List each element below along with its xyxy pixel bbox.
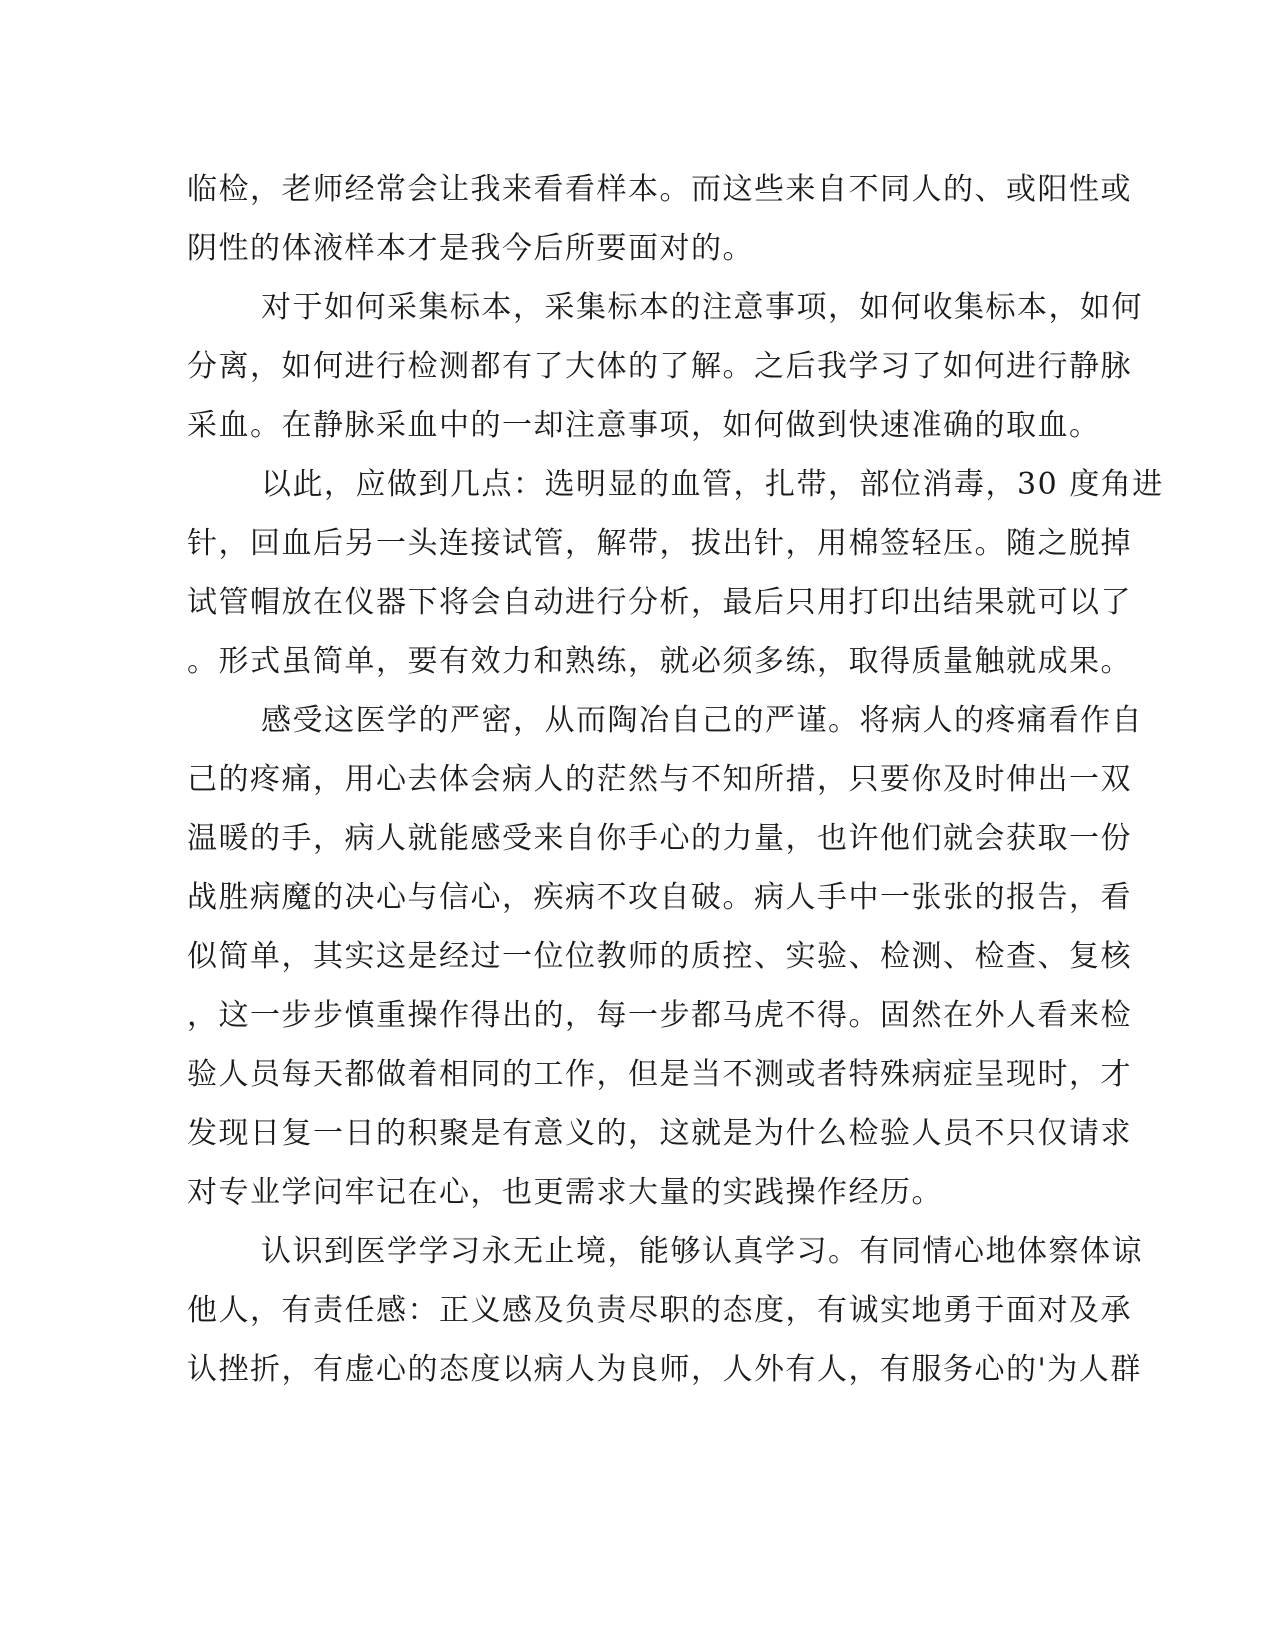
text-line: 。形式虽简单，要有效力和熟练，就必须多练，取得质量触就成果。 (187, 644, 1132, 679)
text-line: 感受这医学的严密，从而陶冶自己的严谨。将病人的疼痛看作自 (261, 703, 1143, 738)
text-line: ，这一步步慎重操作得出的，每一步都马虎不得。固然在外人看来检 (187, 998, 1132, 1033)
text-line: 发现日复一日的积聚是有意义的，这就是为什么检验人员不只仅请求 (187, 1116, 1132, 1151)
text-line: 认挫折，有虚心的态度以病人为良师，人外有人，有服务心的'为人群 (187, 1352, 1142, 1387)
text-line: 对专业学问牢记在心，也更需求大量的实践操作经历。 (187, 1175, 943, 1210)
text-line: 似简单，其实这是经过一位位教师的质控、实验、检测、检查、复核 (187, 939, 1132, 974)
text-line: 分离，如何进行检测都有了大体的了解。之后我学习了如何进行静脉 (187, 349, 1132, 384)
text-line: 他人，有责任感：正义感及负责尽职的态度，有诚实地勇于面对及承 (187, 1293, 1132, 1328)
body-text (187, 160, 1164, 1399)
text-line: 以此，应做到几点：选明显的血管，扎带，部位消毒，30 度角进 (261, 467, 1164, 502)
text-line: 临检，老师经常会让我来看看样本。而这些来自不同人的、或阳性或 (187, 172, 1132, 207)
text-line: 试管帽放在仪器下将会自动进行分析，最后只用打印出结果就可以了 (187, 585, 1132, 620)
text-line: 验人员每天都做着相同的工作，但是当不测或者特殊病症呈现时，才 (187, 1057, 1132, 1092)
text-line: 针，回血后另一头连接试管，解带，拔出针，用棉签轻压。随之脱掉 (187, 526, 1132, 561)
text-line: 己的疼痛，用心去体会病人的茫然与不知所措，只要你及时伸出一双 (187, 762, 1132, 797)
text-line: 温暖的手，病人就能感受来自你手心的力量，也许他们就会获取一份 (187, 821, 1132, 856)
text-line: 战胜病魔的决心与信心，疾病不攻自破。病人手中一张张的报告，看 (187, 880, 1132, 915)
text-line: 采血。在静脉采血中的一却注意事项，如何做到快速准确的取血。 (187, 408, 1101, 443)
text-line: 对于如何采集标本，采集标本的注意事项，如何收集标本，如何 (261, 290, 1143, 325)
text-line: 认识到医学学习永无止境，能够认真学习。有同情心地体察体谅 (261, 1234, 1143, 1269)
text-line: 阴性的体液样本才是我今后所要面对的。 (187, 231, 754, 266)
